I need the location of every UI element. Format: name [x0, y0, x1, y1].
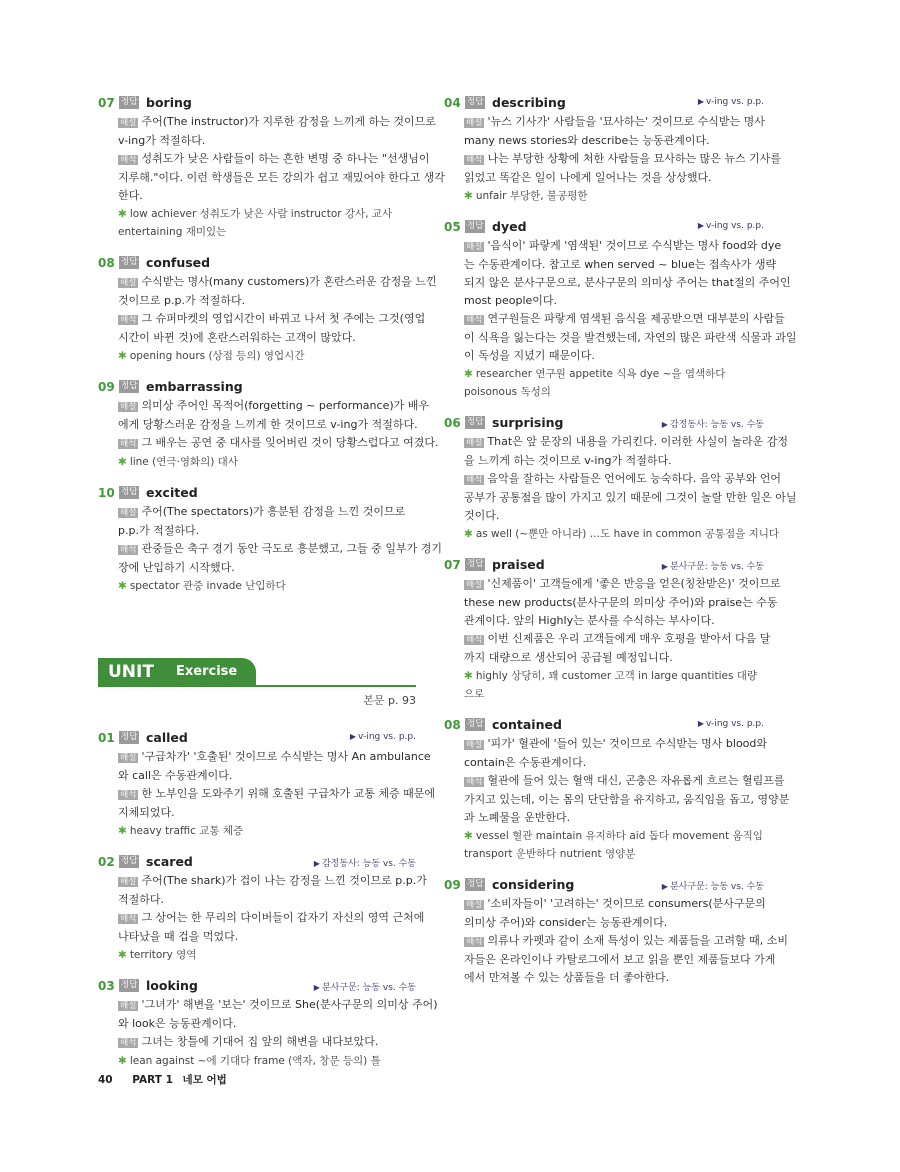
grammar-tag: [662, 417, 764, 430]
explanation-text: 관계이다. 앞의 Highly는 분사를 수식하는 부사이다.: [464, 614, 715, 627]
translation-text: 그 배우는 공연 중 대사를 잊어버린 것이 당황스럽다고 여겼다.: [141, 436, 439, 449]
vocab-text: researcher 연구원 appetite 식욕 dye ~을 염색하다: [475, 368, 726, 380]
answer-label: 정답: [121, 97, 138, 107]
explanation-text: 주어(The spectators)가 흥분된 감정을 느낀 것이므로: [141, 505, 406, 518]
translation-line: [98, 434, 439, 453]
explanation-line: [444, 292, 764, 310]
translation-text: 까지 대량으로 생산되어 공급될 예정입니다.: [464, 651, 673, 664]
vocab-line: [98, 223, 416, 241]
explanation-line: [98, 996, 438, 1015]
asterisk-icon: ✱: [118, 825, 127, 837]
translation-text: 읽었고 똑같은 일이 나에게 일어나는 것을 상상했다.: [464, 171, 712, 184]
translation-label: 해석: [466, 777, 483, 787]
explanation-text: 와 call은 수동관계이다.: [118, 769, 233, 782]
translation-line: [444, 507, 764, 525]
translation-line: [98, 169, 445, 187]
vocab-text: transport 운반하다 nutrient 영양분: [464, 848, 636, 860]
triangle-icon: ▶: [313, 983, 320, 992]
answer-label: 정답: [467, 221, 484, 231]
explanation-line: [444, 132, 764, 150]
entry-header: [444, 557, 764, 573]
grammar-tag: [698, 97, 764, 107]
grammar-tag: [314, 980, 416, 993]
grammar-tag-text: 감정동사: 능동 vs. 수동: [321, 859, 416, 869]
explanation-text: 수식받는 명사(many customers)가 혼란스러운 감정을 느낀: [141, 275, 437, 288]
unit-banner: [98, 658, 416, 718]
answer-entry: [98, 978, 438, 1070]
explanation-text: 주어(The instructor)가 지루한 감정을 느끼게 하는 것이므로: [141, 115, 436, 128]
grammar-tag-text: v-ing vs. p.p.: [706, 719, 764, 729]
question-number: 07: [98, 96, 115, 110]
grammar-tag-text: v-ing vs. p.p.: [706, 97, 764, 107]
question-number: 08: [444, 718, 461, 732]
explanation-line: [98, 503, 416, 522]
answer-word: embarrassing: [146, 379, 243, 394]
answer-word: boring: [146, 95, 192, 110]
vocab-text: unfair 부당한, 불공평한: [475, 190, 588, 202]
vocab-text: heavy traffic 교통 체증: [129, 825, 244, 837]
translation-text: 음악을 잘하는 사람들은 언어에도 능숙하다. 음악 공부와 언어: [487, 472, 782, 485]
explanation-label: 해설: [466, 580, 483, 590]
asterisk-icon: ✱: [118, 949, 127, 961]
explanation-line: [444, 612, 764, 630]
vocab-text: vessel 혈관 maintain 유지하다 aid 돕다 movement 움직임: [475, 830, 763, 842]
entry-header: [98, 95, 416, 111]
translation-text: 그 상어는 한 무리의 다이버들이 갑자기 자신의 영역 근처에: [141, 911, 425, 924]
explanation-label: 해설: [120, 1001, 137, 1011]
answer-label: 정답: [467, 417, 484, 427]
translation-line: [444, 489, 797, 507]
explanation-line: [444, 895, 764, 914]
unit-title: UNIT: [108, 662, 154, 682]
translation-text: 공부가 공통점을 많이 가지고 있기 때문에 그것이 놀랄 만한 일은 아닐: [464, 491, 797, 504]
triangle-icon: ▶: [697, 97, 704, 106]
explanation-label: 해설: [466, 438, 483, 448]
entry-header: [444, 95, 764, 111]
explanation-label: 해설: [120, 402, 137, 412]
grammar-tag: [350, 732, 416, 742]
answer-label: 정답: [467, 559, 484, 569]
triangle-icon: ▶: [349, 732, 356, 741]
entry-header: [444, 219, 764, 235]
translation-line: [444, 630, 771, 649]
explanation-label: 해설: [466, 900, 483, 910]
vocab-line: [98, 1052, 416, 1070]
answer-label: 정답: [121, 257, 138, 267]
explanation-text: '구급차가' '호출된' 것이므로 수식받는 명사 An ambulance: [141, 750, 431, 763]
translation-label: 해석: [466, 315, 483, 325]
translation-text: 나타났을 때 겁을 먹었다.: [118, 930, 239, 943]
explanation-line: [98, 522, 416, 540]
vocab-line: [444, 827, 764, 845]
explanation-text: 는 수동관계이다. 참고로 when served ~ blue는 접속사가 생략: [464, 258, 777, 271]
translation-text: 에서 만져볼 수 있는 상품들을 더 좋아한다.: [464, 971, 670, 984]
question-number: 01: [98, 731, 115, 745]
translation-text: 이 독성을 지녔기 때문이다.: [464, 349, 595, 362]
vocab-text: entertaining 재미있는: [118, 226, 227, 238]
explanation-text: That은 앞 문장의 내용을 가리킨다. 이러한 사실이 놀라운 감정: [487, 435, 789, 448]
footer: [98, 1072, 243, 1087]
left-column: [98, 95, 445, 1084]
explanation-text: p.p.가 적절하다.: [118, 524, 200, 537]
explanation-line: [98, 416, 416, 434]
translation-text: 관중들은 축구 경기 동안 극도로 흥분했고, 그들 중 일부가 경기: [141, 542, 443, 555]
vocab-text: highly 상당히, 꽤 customer 고객 in large quantities 대량: [475, 670, 758, 682]
explanation-label: 해설: [466, 118, 483, 128]
translation-line: [444, 329, 797, 347]
answer-word: scared: [146, 854, 193, 869]
explanation-label: 해설: [120, 118, 137, 128]
explanation-label: 해설: [120, 278, 137, 288]
question-number: 02: [98, 855, 115, 869]
triangle-icon: ▶: [697, 221, 704, 230]
translation-label: 해석: [466, 155, 483, 165]
unit-rule: [98, 685, 416, 687]
explanation-text: 와 look은 능동관계이다.: [118, 1017, 237, 1030]
translation-text: 지체되었다.: [118, 806, 175, 819]
translation-text: 혈관에 들어 있는 혈액 대신, 곤충은 자유롭게 흐르는 혈림프를: [487, 774, 785, 787]
translation-text: 것이다.: [464, 509, 500, 522]
answer-entry: [98, 379, 439, 471]
translation-text: 한다.: [118, 189, 143, 202]
translation-line: [444, 951, 776, 969]
explanation-text: 에게 당황스러운 감정을 느끼게 한 것이므로 v-ing가 적절하다.: [118, 418, 418, 431]
explanation-text: 적절하다.: [118, 893, 165, 906]
translation-line: [98, 559, 416, 577]
question-number: 06: [444, 416, 461, 430]
explanation-line: [444, 754, 764, 772]
translation-label: 해석: [120, 439, 137, 449]
page-number: 40: [98, 1074, 113, 1086]
explanation-line: [444, 735, 768, 754]
unit-page-ref: 본문 p. 93: [363, 694, 416, 707]
translation-label: 해석: [466, 635, 483, 645]
translation-line: [444, 169, 764, 187]
answer-label: 정답: [121, 381, 138, 391]
translation-line: [98, 187, 416, 205]
translation-line: [444, 772, 785, 791]
translation-line: [444, 969, 764, 987]
explanation-text: v-ing가 적절하다.: [118, 134, 206, 147]
vocab-line: [98, 822, 416, 840]
vocab-line: [444, 845, 764, 863]
answer-label: 정답: [121, 856, 138, 866]
vocab-text: territory 영역: [129, 949, 197, 961]
asterisk-icon: ✱: [118, 580, 127, 592]
entry-header: [98, 379, 416, 395]
exercise-entries: [98, 730, 438, 1070]
question-number: 08: [98, 256, 115, 270]
explanation-text: these new products(분사구문의 의미상 주어)와 praise는 수동: [464, 596, 778, 609]
unit-box: [98, 658, 256, 686]
answer-entry: [444, 219, 797, 401]
right-column: [444, 95, 797, 1001]
explanation-text: '뉴스 기사가' 사람들을 '묘사하는' 것이므로 수식받는 명사: [487, 115, 765, 128]
explanation-text: '소비자들이' '고려하는' 것이므로 consumers(분사구문의: [487, 897, 766, 910]
triangle-icon: ▶: [661, 882, 668, 891]
translation-line: [444, 150, 782, 169]
explanation-label: 해설: [120, 508, 137, 518]
vocab-text: as well (~뿐만 아니라) …도 have in common 공통점을 지니다: [475, 528, 780, 540]
explanation-line: [98, 273, 437, 292]
answer-word: describing: [492, 95, 566, 110]
explanation-line: [98, 397, 429, 416]
answer-entry: [444, 95, 782, 205]
vocab-line: [98, 453, 416, 471]
grammar-tag-text: v-ing vs. p.p.: [706, 221, 764, 231]
vocab-line: [444, 383, 764, 401]
vocab-line: [444, 187, 764, 205]
translation-line: [98, 1033, 416, 1052]
translation-label: 해석: [466, 937, 483, 947]
answer-label: 정답: [467, 879, 484, 889]
entry-header: [444, 717, 764, 733]
asterisk-icon: ✱: [118, 208, 127, 220]
asterisk-icon: ✱: [464, 190, 473, 202]
translation-text: 의류나 카펫과 같이 소재 특성이 있는 제품들을 고려할 때, 소비: [487, 934, 789, 947]
vocab-text: poisonous 독성의: [464, 386, 551, 398]
entry-header: [444, 415, 764, 431]
right-entries: [444, 95, 797, 987]
question-number: 07: [444, 558, 461, 572]
translation-line: [444, 347, 764, 365]
grammar-tag-text: 분사구문: 능동 vs. 수동: [321, 983, 416, 993]
explanation-line: [444, 914, 764, 932]
question-number: 09: [98, 380, 115, 394]
answer-word: considering: [492, 877, 575, 892]
translation-text: 그녀는 창틀에 기대어 집 앞의 해변을 내다보았다.: [141, 1035, 379, 1048]
translation-text: 한 노부인을 도와주기 위해 호출된 구급차가 교통 체증 때문에: [141, 787, 436, 800]
answer-entry: [444, 557, 781, 703]
question-number: 09: [444, 878, 461, 892]
translation-label: 해석: [120, 315, 137, 325]
asterisk-icon: ✱: [464, 670, 473, 682]
explanation-line: [98, 1015, 416, 1033]
translation-label: 해석: [120, 545, 137, 555]
vocab-line: [444, 667, 764, 685]
vocab-text: 으로: [464, 688, 485, 700]
grammar-tag-text: 감정동사: 능동 vs. 수동: [669, 420, 764, 430]
entry-header: [98, 255, 416, 271]
answer-label: 정답: [467, 719, 484, 729]
triangle-icon: ▶: [313, 859, 320, 868]
translation-line: [98, 804, 416, 822]
left-entries: [98, 95, 445, 595]
grammar-tag-text: v-ing vs. p.p.: [358, 732, 416, 742]
explanation-label: 해설: [120, 753, 137, 763]
answer-label: 정답: [121, 732, 138, 742]
answer-entry: [98, 485, 443, 595]
triangle-icon: ▶: [661, 420, 668, 429]
translation-line: [444, 791, 790, 809]
translation-label: 해석: [120, 914, 137, 924]
vocab-line: [98, 946, 416, 964]
vocab-line: [444, 365, 764, 383]
entry-header: [444, 877, 764, 893]
explanation-text: many news stories와 describe는 능동관계이다.: [464, 134, 710, 147]
grammar-tag-text: 분사구문: 능동 vs. 수동: [669, 882, 764, 892]
translation-text: 나는 부당한 상황에 처한 사람들을 묘사하는 많은 뉴스 기사를: [487, 152, 782, 165]
vocab-line: [444, 685, 764, 703]
asterisk-icon: ✱: [464, 830, 473, 842]
grammar-tag: [698, 221, 764, 231]
translation-line: [98, 785, 436, 804]
translation-label: 해석: [120, 790, 137, 800]
translation-line: [98, 310, 426, 329]
vocab-line: [98, 205, 416, 223]
translation-text: 그 슈퍼마켓의 영업시간이 바뀌고 나서 첫 주에는 그것(영업: [141, 312, 426, 325]
translation-text: 이 식욕을 잃는다는 것을 발견했는데, 자연의 많은 파란색 식물과 과일: [464, 331, 797, 344]
explanation-text: '음식이' 파랗게 '염색된' 것이므로 수식받는 명사 food와 dye: [487, 239, 782, 252]
answer-entry: [444, 877, 789, 987]
answer-word: called: [146, 730, 188, 745]
translation-line: [444, 310, 785, 329]
explanation-line: [444, 237, 782, 256]
translation-line: [98, 150, 430, 169]
translation-text: 장에 난입하기 시작했다.: [118, 561, 235, 574]
answer-label: 정답: [467, 97, 484, 107]
answer-entry: [444, 415, 797, 543]
answer-word: dyed: [492, 219, 527, 234]
part-label: PART 1: [132, 1074, 173, 1086]
unit-subtitle: Exercise: [176, 664, 238, 679]
question-number: 10: [98, 486, 115, 500]
asterisk-icon: ✱: [118, 1055, 127, 1067]
explanation-line: [98, 872, 427, 891]
answer-word: praised: [492, 557, 545, 572]
entry-header: [98, 854, 416, 870]
translation-text: 성취도가 낮은 사람들이 하는 흔한 변명 중 하나는 "선생님이: [141, 152, 430, 165]
section-label: 네모 어법: [182, 1074, 227, 1086]
explanation-line: [444, 594, 778, 612]
translation-text: 가지고 있는데, 이는 몸의 단단함을 유지하고, 움직임을 돕고, 영양분: [464, 793, 790, 806]
translation-text: 자들은 온라인이나 카탈로그에서 보고 읽을 뿐인 제품들보다 가게: [464, 953, 776, 966]
vocab-text: low achiever 성취도가 낮은 사람 instructor 강사, 교사: [129, 208, 393, 220]
entry-header: [98, 978, 416, 994]
entry-header: [98, 730, 416, 746]
translation-line: [444, 932, 789, 951]
explanation-line: [98, 748, 431, 767]
asterisk-icon: ✱: [464, 368, 473, 380]
answer-entry: [98, 255, 437, 365]
vocab-text: lean against ~에 기대다 frame (액자, 창문 등의) 틀: [129, 1055, 381, 1067]
explanation-line: [98, 292, 416, 310]
translation-label: 해석: [120, 155, 137, 165]
vocab-line: [98, 347, 416, 365]
answer-label: 정답: [121, 980, 138, 990]
answer-word: excited: [146, 485, 198, 500]
explanation-line: [444, 452, 764, 470]
explanation-text: 의미상 주어인 목적어(forgetting ~ performance)가 배우: [141, 399, 429, 412]
translation-line: [98, 329, 416, 347]
grammar-tag: [662, 559, 764, 572]
vocab-text: opening hours (상점 등의) 영업시간: [129, 350, 305, 362]
explanation-line: [444, 113, 764, 132]
triangle-icon: ▶: [697, 719, 704, 728]
answer-entry: [98, 95, 445, 241]
triangle-icon: ▶: [661, 562, 668, 571]
translation-text: 이번 신제품은 우리 고객들에게 매우 호평을 받아서 다음 달: [487, 632, 771, 645]
answer-label: 정답: [121, 487, 138, 497]
question-number: 05: [444, 220, 461, 234]
explanation-label: 해설: [466, 740, 483, 750]
explanation-text: contain은 수동관계이다.: [464, 756, 587, 769]
explanation-text: 을 느끼게 하는 것이므로 v-ing가 적절하다.: [464, 454, 672, 467]
explanation-line: [98, 891, 416, 909]
explanation-text: 의미상 주어)와 consider는 능동관계이다.: [464, 916, 668, 929]
asterisk-icon: ✱: [118, 350, 127, 362]
explanation-text: 되지 않은 분사구문으로, 분사구문의 의미상 주어는 that절의 주어인: [464, 276, 791, 289]
explanation-line: [444, 575, 781, 594]
explanation-line: [444, 256, 777, 274]
question-number: 03: [98, 979, 115, 993]
vocab-line: [444, 525, 780, 543]
vocab-text: line (연극·영화의) 대사: [129, 456, 238, 468]
explanation-line: [444, 433, 789, 452]
translation-label: 해석: [466, 475, 483, 485]
explanation-text: 것이므로 p.p.가 적절하다.: [118, 294, 246, 307]
answer-word: confused: [146, 255, 211, 270]
grammar-tag-text: 분사구문: 능동 vs. 수동: [669, 562, 764, 572]
vocab-line: [98, 577, 416, 595]
grammar-tag: [314, 856, 416, 869]
grammar-tag: [662, 879, 764, 892]
translation-line: [444, 649, 764, 667]
answer-entry: [98, 854, 427, 964]
explanation-text: '피가' 혈관에 '들어 있는' 것이므로 수식받는 명사 blood와: [487, 737, 768, 750]
explanation-line: [444, 274, 791, 292]
translation-line: [444, 809, 764, 827]
explanation-text: most people이다.: [464, 294, 558, 307]
answer-entry: [98, 730, 436, 840]
translation-line: [444, 470, 782, 489]
entry-header: [98, 485, 416, 501]
translation-text: 연구원들은 파랗게 염색된 음식을 제공받으면 대부분의 사람들: [487, 312, 785, 325]
answer-word: looking: [146, 978, 198, 993]
translation-line: [98, 540, 443, 559]
explanation-line: [98, 113, 436, 132]
vocab-text: spectator 관중 invade 난입하다: [129, 580, 286, 592]
asterisk-icon: ✱: [464, 528, 473, 540]
translation-label: 해석: [120, 1038, 137, 1048]
explanation-line: [98, 132, 416, 150]
explanation-label: 해설: [120, 877, 137, 887]
translation-line: [98, 909, 425, 928]
translation-line: [98, 928, 416, 946]
asterisk-icon: ✱: [118, 456, 127, 468]
explanation-text: '그녀가' 해변을 '보는' 것이므로 She(분사구문의 의미상 주어): [141, 998, 438, 1011]
explanation-label: 해설: [466, 242, 483, 252]
answer-entry: [444, 717, 790, 863]
grammar-tag: [698, 719, 764, 729]
question-number: 04: [444, 96, 461, 110]
explanation-text: '신제품이' 고객들에게 '좋은 반응을 얻은(칭찬받은)' 것이므로: [487, 577, 781, 590]
translation-text: 시간이 바뀐 것)에 혼란스러워하는 고객이 많았다.: [118, 331, 356, 344]
translation-text: 지루해."이다. 이런 학생들은 모든 강의가 쉽고 재밌어야 한다고 생각: [118, 171, 445, 184]
answer-word: contained: [492, 717, 562, 732]
explanation-text: 주어(The shark)가 겁이 나는 감정을 느낀 것이므로 p.p.가: [141, 874, 427, 887]
answer-word: surprising: [492, 415, 564, 430]
explanation-line: [98, 767, 416, 785]
translation-text: 과 노폐물을 운반한다.: [464, 811, 571, 824]
